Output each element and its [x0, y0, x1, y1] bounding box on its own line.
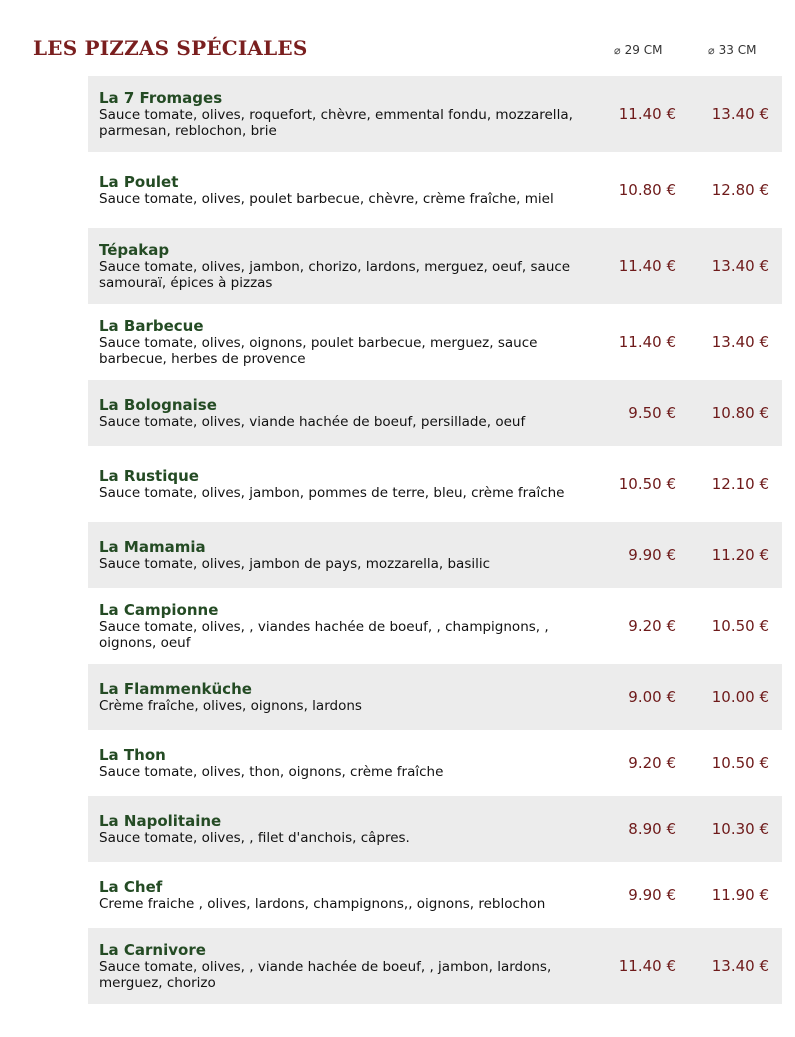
menu-item-info — [99, 317, 599, 367]
pizza-name: La 7 Fromages — [99, 89, 223, 107]
pizza-ingredients: Sauce tomate, olives, roquefort, chèvre, emmental fondu, mozzarella, parmesan, reblochon, brie — [99, 107, 573, 139]
pizza-name: La Chef — [99, 878, 163, 896]
menu-item — [88, 588, 782, 664]
menu-item — [88, 862, 782, 928]
size-header-33 — [708, 43, 756, 57]
menu-item — [88, 446, 782, 522]
pizza-ingredients: Sauce tomate, olives, jambon de pays, mozzarella, basilic — [99, 556, 491, 572]
pizza-name: La Carnivore — [99, 941, 206, 959]
size-label-29: 29 CM — [624, 43, 663, 57]
price-29cm: 9.20 € — [628, 617, 676, 635]
price-29cm: 10.80 € — [618, 181, 676, 199]
menu-item — [88, 76, 782, 152]
pizza-name: La Rustique — [99, 467, 199, 485]
menu-item-info — [99, 89, 599, 139]
price-29cm: 9.20 € — [628, 754, 676, 772]
pizza-ingredients: Creme fraiche , olives, lardons, champignons,, oignons, reblochon — [99, 896, 546, 912]
price-29cm: 9.00 € — [628, 688, 676, 706]
menu-item-info — [99, 941, 599, 991]
size-header-29 — [614, 43, 662, 57]
pizza-name: La Bolognaise — [99, 396, 217, 414]
menu-item — [88, 730, 782, 796]
price-33cm: 13.40 € — [711, 957, 769, 975]
pizza-ingredients: Sauce tomate, olives, oignons, poulet barbecue, merguez, sauce barbecue, herbes de provence — [99, 335, 538, 367]
menu-item-info — [99, 538, 599, 572]
price-33cm: 13.40 € — [711, 257, 769, 275]
menu-item — [88, 796, 782, 862]
menu-item-info — [99, 396, 599, 430]
menu-item-info — [99, 467, 599, 501]
price-33cm: 10.50 € — [711, 754, 769, 772]
price-29cm: 11.40 € — [618, 105, 676, 123]
pizza-name: La Barbecue — [99, 317, 204, 335]
price-29cm: 11.40 € — [618, 957, 676, 975]
pizza-ingredients: Sauce tomate, olives, thon, oignons, crème fraîche — [99, 764, 444, 780]
price-29cm: 9.50 € — [628, 404, 676, 422]
price-33cm: 10.50 € — [711, 617, 769, 635]
pizza-ingredients: Sauce tomate, olives, , filet d'anchois, câpres. — [99, 830, 410, 846]
menu-item — [88, 928, 782, 1004]
price-33cm: 11.90 € — [711, 886, 769, 904]
pizza-ingredients: Sauce tomate, olives, jambon, chorizo, lardons, merguez, oeuf, sauce samouraï, épices à pizzas — [99, 259, 571, 291]
menu-item-info — [99, 878, 599, 912]
menu-item-info — [99, 746, 599, 780]
pizza-ingredients: Sauce tomate, olives, jambon, pommes de terre, bleu, crème fraîche — [99, 485, 565, 501]
price-33cm: 11.20 € — [711, 546, 769, 564]
pizza-ingredients: Sauce tomate, olives, viande hachée de boeuf, persillade, oeuf — [99, 414, 526, 430]
pizza-name: La Thon — [99, 746, 166, 764]
price-33cm: 10.30 € — [711, 820, 769, 838]
size-label-33: 33 CM — [718, 43, 757, 57]
pizza-ingredients: Sauce tomate, olives, , viande hachée de boeuf, , jambon, lardons, merguez, chorizo — [99, 959, 552, 991]
pizza-name: La Flammenküche — [99, 680, 252, 698]
price-29cm: 8.90 € — [628, 820, 676, 838]
menu-item — [88, 304, 782, 380]
price-29cm: 11.40 € — [618, 257, 676, 275]
menu-item — [88, 228, 782, 304]
pizza-name: La Mamamia — [99, 538, 206, 556]
menu-item — [88, 664, 782, 730]
menu-item — [88, 522, 782, 588]
page-title: LES PIZZAS SPÉCIALES — [33, 36, 308, 60]
pizza-ingredients: Sauce tomate, olives, poulet barbecue, chèvre, crème fraîche, miel — [99, 191, 554, 207]
price-33cm: 12.80 € — [711, 181, 769, 199]
menu-item-info — [99, 601, 599, 651]
price-33cm: 13.40 € — [711, 105, 769, 123]
pizza-ingredients: Sauce tomate, olives, , viandes hachée de boeuf, , champignons, , oignons, oeuf — [99, 619, 549, 651]
pizza-name: La Poulet — [99, 173, 179, 191]
pizza-ingredients: Crème fraîche, olives, oignons, lardons — [99, 698, 362, 714]
price-29cm: 9.90 € — [628, 546, 676, 564]
price-29cm: 9.90 € — [628, 886, 676, 904]
price-33cm: 10.80 € — [711, 404, 769, 422]
price-29cm: 10.50 € — [618, 475, 676, 493]
menu-item-info — [99, 812, 599, 846]
price-33cm: 13.40 € — [711, 333, 769, 351]
menu-item-info — [99, 680, 599, 714]
menu-item-info — [99, 241, 599, 291]
diameter-icon: ⌀ — [708, 44, 715, 57]
price-29cm: 11.40 € — [618, 333, 676, 351]
menu-item — [88, 380, 782, 446]
price-33cm: 10.00 € — [711, 688, 769, 706]
diameter-icon: ⌀ — [614, 44, 621, 57]
pizza-name: La Campionne — [99, 601, 219, 619]
price-33cm: 12.10 € — [711, 475, 769, 493]
pizza-name: Tépakap — [99, 241, 170, 259]
pizza-name: La Napolitaine — [99, 812, 222, 830]
menu-item — [88, 152, 782, 228]
menu-item-info — [99, 173, 599, 207]
pizza-menu-list — [88, 76, 782, 1004]
